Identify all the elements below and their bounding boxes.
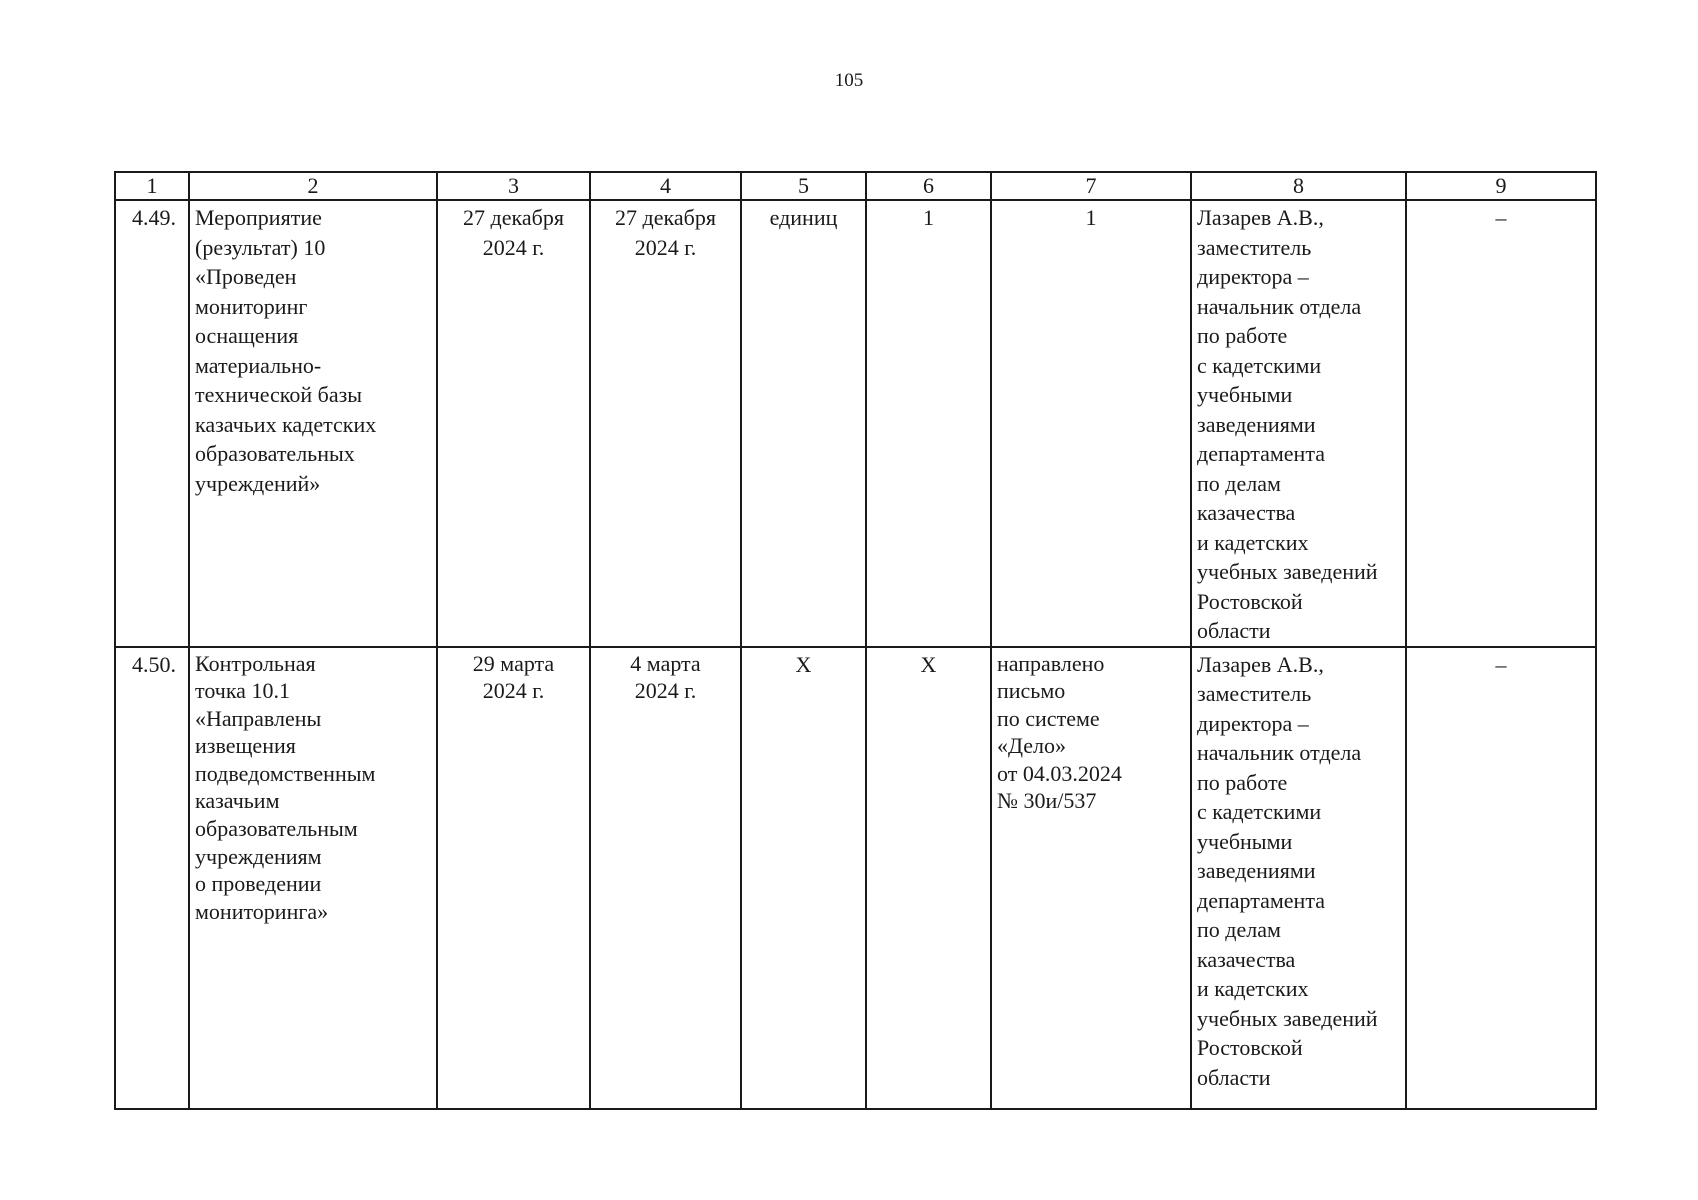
plan-value: Х (866, 647, 991, 1109)
table-row (115, 200, 1596, 647)
row-number: 4.50. (115, 647, 189, 1109)
responsible-person: Лазарев А.В., заместитель директора – начальник отдела по работе с кадетскими учебными заведениями департамента по делам казачества и кадетских учебных заведений Ростовской области (1191, 647, 1406, 1109)
table-row (115, 647, 1596, 1109)
column-header: 9 (1406, 172, 1596, 200)
fact-date: 4 марта 2024 г. (590, 647, 741, 1109)
report-table (114, 171, 1597, 1110)
column-header: 1 (115, 172, 189, 200)
column-header: 7 (991, 172, 1191, 200)
row-number: 4.49. (115, 200, 189, 647)
column-header: 8 (1191, 172, 1406, 200)
fact-value: направлено письмо по системе «Дело» от 04.03.2024 № 30и/537 (991, 647, 1191, 1109)
note: – (1406, 647, 1596, 1109)
page-number: 105 (834, 70, 864, 91)
fact-date: 27 декабря 2024 г. (590, 200, 741, 647)
plan-date: 27 декабря 2024 г. (437, 200, 590, 647)
responsible-person: Лазарев А.В., заместитель директора – начальник отдела по работе с кадетскими учебными заведениями департамента по делам казачества и кадетских учебных заведений Ростовской области (1191, 200, 1406, 647)
column-header: 6 (866, 172, 991, 200)
column-header: 5 (741, 172, 866, 200)
note: – (1406, 200, 1596, 647)
column-header: 4 (590, 172, 741, 200)
fact-value: 1 (991, 200, 1191, 647)
header-row (115, 172, 1596, 200)
column-header: 3 (437, 172, 590, 200)
unit: Х (741, 647, 866, 1109)
column-header: 2 (189, 172, 437, 200)
plan-date: 29 марта 2024 г. (437, 647, 590, 1109)
activity-name: Контрольная точка 10.1 «Направлены извещения подведомственным казачьим образовательным учреждениям о проведении мониторинга» (189, 647, 437, 1109)
unit: единиц (741, 200, 866, 647)
activity-name: Мероприятие (результат) 10 «Проведен мониторинг оснащения материально- технической базы казачьих кадетских образовательных учреждений» (189, 200, 437, 647)
plan-value: 1 (866, 200, 991, 647)
